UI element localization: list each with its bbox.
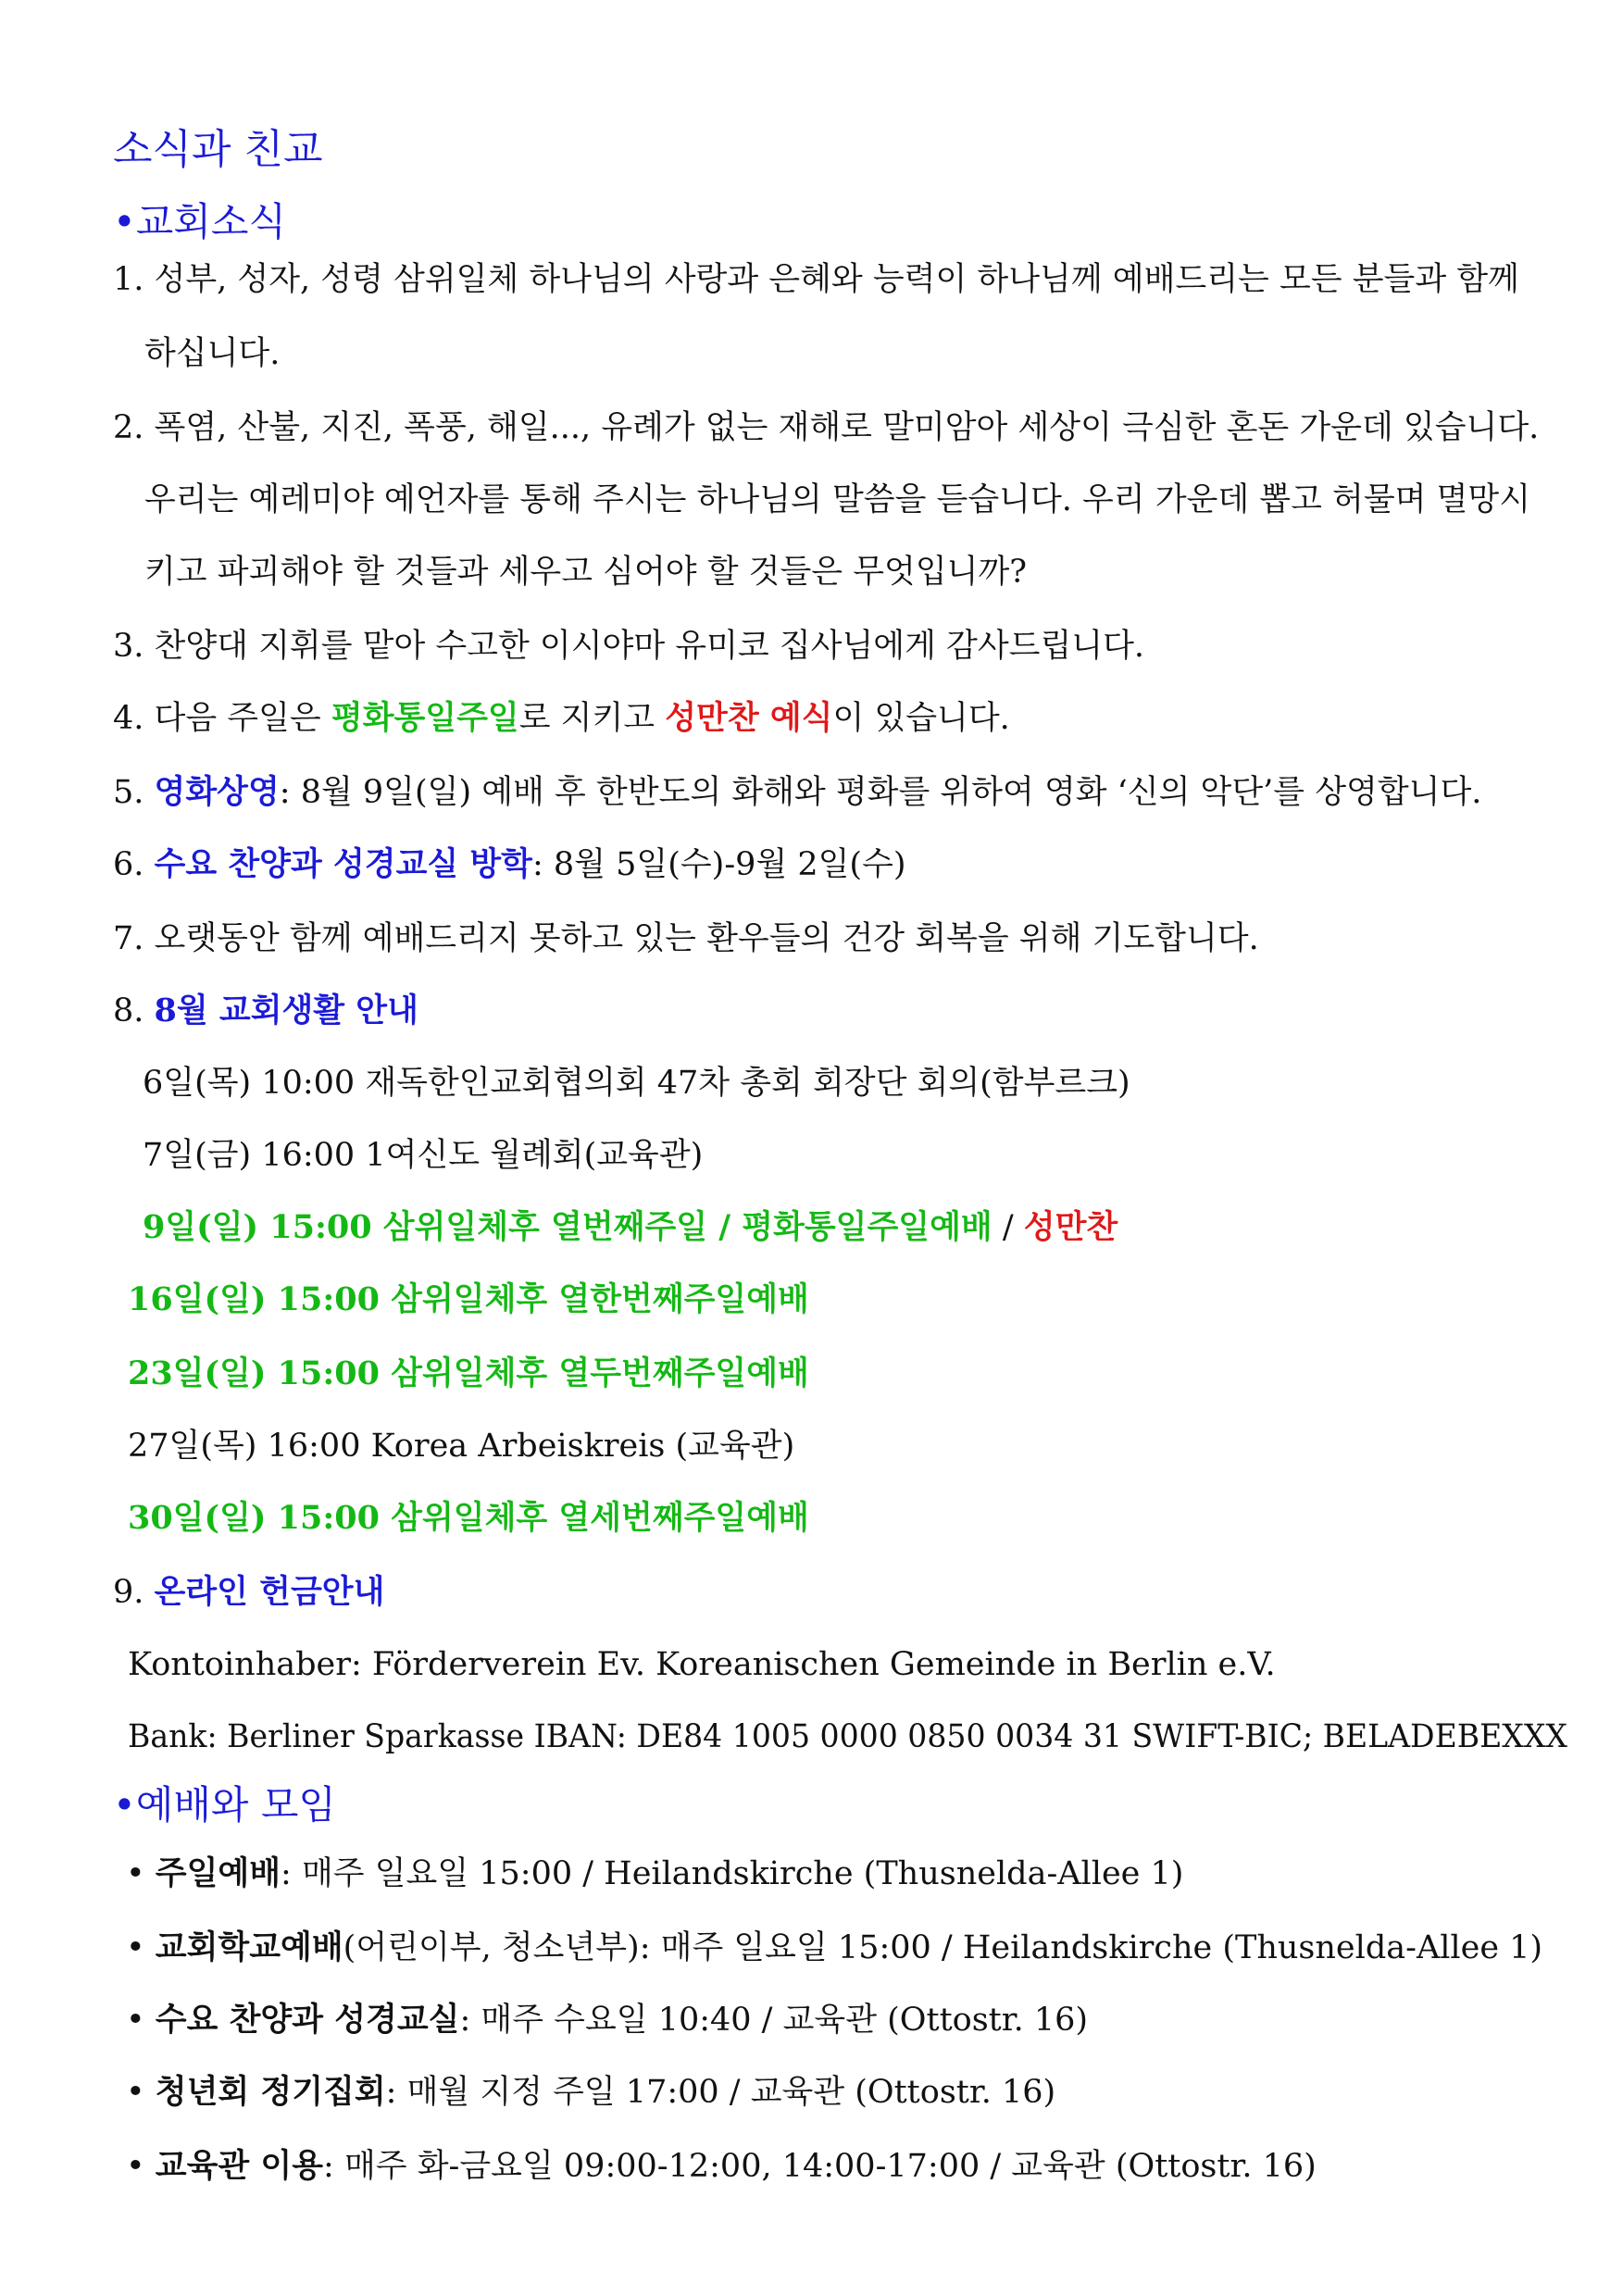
news-item-1-line-2: 하십니다. — [144, 335, 281, 372]
news-item-6-text: : 8월 5일(수)-9월 2일(수) — [532, 846, 906, 883]
news-item-2-line-2: 우리는 예레미야 예언자를 통해 주시는 하나님의 말씀을 듣습니다. 우리 가운데 뽑고 허물며 멸망시 — [144, 481, 1531, 518]
news-item-9 — [113, 1570, 384, 1615]
schedule-row-5: 23일(일) 15:00 삼위일체후 열두번째주일예배 — [128, 1354, 809, 1392]
education-hall-label: 교육관 이용 — [155, 2147, 324, 2185]
schedule-row-6: 27일(목) 16:00 Korea Arbeiskreis (교육관) — [128, 1428, 795, 1465]
news-item-8 — [113, 989, 418, 1033]
news-item-9-number: 9. — [113, 1574, 155, 1611]
schedule-row-3 — [143, 1205, 1117, 1250]
page-title: 소식과 친교 — [113, 126, 323, 173]
news-item-7: 7. 오랫동안 함께 예배드리지 못하고 있는 환우들의 건강 회복을 위해 기도합니다. — [113, 920, 1259, 957]
schedule-row-1: 6일(목) 10:00 재독한인교회협의회 47차 총회 회장단 회의(함부르크) — [143, 1065, 1130, 1102]
bullet-icon: • — [126, 1929, 145, 1966]
worship-heading: •예배와 모임 — [113, 1782, 336, 1828]
news-heading: •교회소식 — [113, 199, 287, 244]
schedule-row-3-separator: / — [992, 1209, 1024, 1246]
schedule-row-4: 16일(일) 15:00 삼위일체후 열한번째주일예배 — [128, 1280, 809, 1318]
news-item-4 — [113, 696, 1010, 741]
news-item-8-number: 8. — [113, 992, 155, 1029]
worship-row-3 — [126, 1998, 1088, 2042]
worship-row-4 — [126, 2070, 1055, 2115]
news-item-5-number: 5. — [113, 774, 155, 811]
schedule-row-2: 7일(금) 16:00 1여신도 월례회(교육관) — [143, 1137, 704, 1174]
news-item-6 — [113, 842, 906, 887]
worship-row-5 — [126, 2144, 1317, 2189]
bank-details-line: Bank: Berliner Sparkasse IBAN: DE84 1005 0000 0850 0034 31 SWIFT-BIC; BELADEBEXXX — [128, 1718, 1567, 1755]
wednesday-class-text: : 매주 수요일 10:40 / 교육관 (Ottostr. 16) — [459, 2002, 1089, 2039]
news-item-6-number: 6. — [113, 846, 155, 883]
youth-meeting-text: : 매월 지정 주일 17:00 / 교육관 (Ottostr. 16) — [385, 2074, 1056, 2111]
bullet-icon: • — [126, 2148, 145, 2185]
schedule-row-3-communion: 성만찬 — [1023, 1208, 1118, 1246]
news-item-5 — [113, 770, 1481, 815]
sunday-service-text: : 매주 일요일 15:00 / Heilandskirche (Thusnelda-Allee 1) — [281, 1855, 1184, 1892]
bullet-icon: • — [126, 2002, 145, 2039]
news-item-2-line-3: 키고 파괴해야 할 것들과 세우고 심어야 할 것들은 무엇입니까? — [144, 554, 1028, 591]
news-item-4-text-c: 로 지키고 — [518, 700, 666, 737]
education-hall-text: : 매주 화-금요일 09:00-12:00, 14:00-17:00 / 교육관 (Ottostr. 16) — [323, 2148, 1317, 2185]
news-item-4-text-a: 4. 다음 주일은 — [113, 700, 331, 737]
church-school-label: 교회학교예배 — [155, 1928, 343, 1966]
news-item-4-text-e: 이 있습니다. — [832, 700, 1010, 737]
wednesday-class-break-label: 수요 찬양과 성경교실 방학 — [154, 845, 532, 883]
news-item-5-text: : 8월 9일(일) 예배 후 한반도의 화해와 평화를 위하여 영화 ‘신의 악단’를 상영합니다. — [279, 774, 1482, 811]
worship-row-2 — [126, 1926, 1542, 1970]
news-item-3: 3. 찬양대 지휘를 맡아 수고한 이시야마 유미코 집사님에게 감사드립니다. — [113, 628, 1145, 665]
sunday-service-label: 주일예배 — [155, 1854, 281, 1892]
account-holder-line: Kontoinhaber: Förderverein Ev. Koreanischen Gemeinde in Berlin e.V. — [128, 1646, 1276, 1683]
communion-highlight: 성만찬 예식 — [665, 699, 833, 737]
movie-screening-label: 영화상영 — [154, 773, 280, 811]
wednesday-class-label: 수요 찬양과 성경교실 — [155, 2001, 460, 2039]
schedule-row-7: 30일(일) 15:00 삼위일체후 열세번째주일예배 — [128, 1499, 809, 1537]
peace-unification-sunday-highlight: 평화통일주일 — [331, 699, 519, 737]
church-school-text: (어린이부, 청소년부): 매주 일요일 15:00 / Heilandskirche (Thusnelda-Allee 1) — [343, 1929, 1543, 1966]
bullet-icon: • — [126, 2074, 145, 2111]
august-schedule-label: 8월 교회생활 안내 — [154, 992, 418, 1029]
bullet-icon: • — [126, 1855, 145, 1892]
news-item-1-line-1: 1. 성부, 성자, 성령 삼위일체 하나님의 사랑과 은혜와 능력이 하나님께 예배드리는 모든 분들과 함께 — [113, 261, 1519, 298]
online-offering-label: 온라인 헌금안내 — [154, 1573, 385, 1611]
youth-meeting-label: 청년회 정기집회 — [155, 2073, 386, 2111]
worship-row-1 — [126, 1852, 1183, 1896]
news-item-2-line-1: 2. 폭염, 산불, 지진, 폭풍, 해일..., 유례가 없는 재해로 말미암아 세상이 극심한 혼돈 가운데 있습니다. — [113, 409, 1540, 446]
schedule-row-3-service: 9일(일) 15:00 삼위일체후 열번째주일 / 평화통일주일예배 — [143, 1208, 993, 1246]
